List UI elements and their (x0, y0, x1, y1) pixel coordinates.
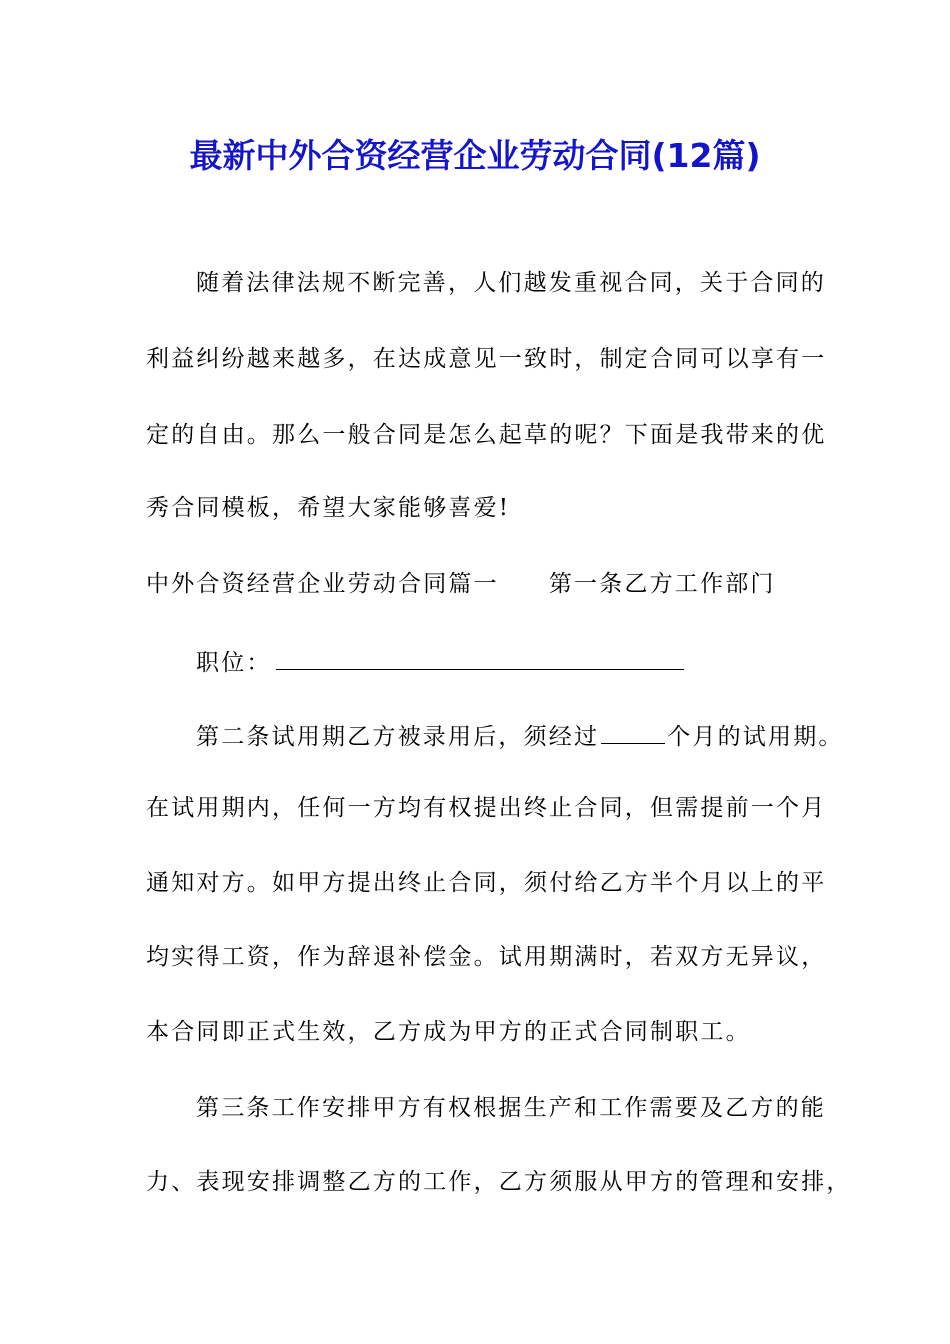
article-2-line-5: 本合同即正式生效，乙方成为甲方的正式合同制职工。 (146, 1019, 751, 1045)
article-2-start: 第二条试用期乙方被录用后，须经过 (196, 724, 600, 750)
probation-months-blank (601, 719, 665, 744)
article-2-end: 个月的试用期。 (667, 724, 844, 750)
position-label: 职位： (196, 650, 272, 676)
section-heading-line (146, 569, 776, 599)
article-2-line-2: 在试用期内，任何一方均有权提出终止合同，但需提前一个月 (146, 795, 827, 821)
article-2-line-3: 通知对方。如甲方提出终止合同，须付给乙方半个月以上的平 (146, 870, 827, 896)
section-heading: 中外合资经营企业劳动合同篇一 (146, 571, 499, 597)
position-line (196, 645, 684, 678)
intro-line-3: 定的自由。那么一般合同是怎么起草的呢？下面是我带来的优 (146, 422, 827, 448)
article-3-line-1: 第三条工作安排甲方有权根据生产和工作需要及乙方的能 (196, 1095, 826, 1121)
article-1-text: 第一条乙方工作部门 (548, 571, 776, 597)
article-2-first-line (196, 719, 844, 752)
intro-line-1: 随着法律法规不断完善，人们越发重视合同，关于合同的 (196, 270, 826, 296)
article-2-line-4: 均实得工资，作为辞退补偿金。试用期满时，若双方无异议， (146, 944, 827, 970)
position-blank (276, 645, 684, 670)
intro-line-2: 利益纠纷越来越多，在达成意见一致时，制定合同可以享有一 (146, 346, 827, 372)
article-3-line-2: 力、表现安排调整乙方的工作，乙方须服从甲方的管理和安排， (146, 1169, 852, 1195)
intro-line-4: 秀合同模板，希望大家能够喜爱! (146, 495, 511, 521)
document-title: 最新中外合资经营企业劳动合同(12篇) (189, 136, 761, 175)
